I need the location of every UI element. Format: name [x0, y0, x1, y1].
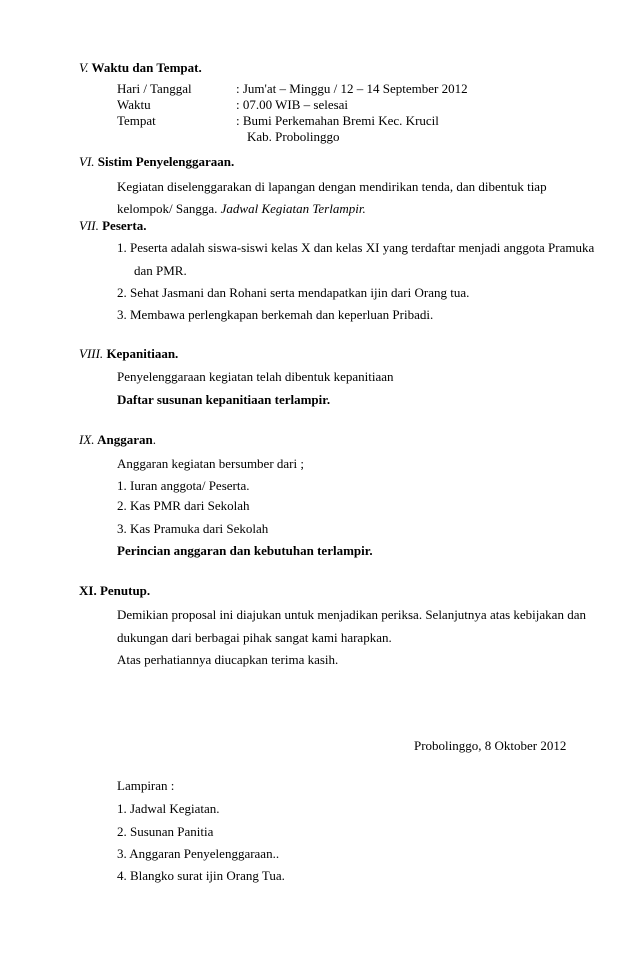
- section-title: Kepanitiaan.: [106, 346, 179, 361]
- attachment-item: 4. Blangko surat ijin Orang Tua.: [117, 868, 285, 883]
- label-hari-tanggal: Hari / Tanggal: [117, 81, 192, 96]
- attachments-label: Lampiran :: [117, 778, 175, 793]
- section-title: Waktu dan Tempat.: [91, 60, 202, 75]
- paragraph-line-bold: Daftar susunan kepanitiaan terlampir.: [117, 392, 331, 407]
- attachment-item: 3. Anggaran Penyelenggaraan..: [117, 846, 280, 861]
- title-period: .: [152, 432, 156, 447]
- text-italic: Jadwal Kegiatan Terlampir.: [220, 201, 366, 216]
- section-title: Sistim Penyelenggaraan.: [97, 154, 235, 169]
- place-date: Probolinggo, 8 Oktober 2012: [414, 738, 567, 753]
- section-number: VII.: [79, 218, 99, 233]
- attachment-item: 2. Susunan Panitia: [117, 824, 214, 839]
- section-title: Anggaran: [97, 432, 153, 447]
- list-item: 1. Peserta adalah siswa-siswi kelas X dan kelas XI yang terdaftar menjadi anggota Pramuka: [117, 240, 595, 255]
- paragraph-line: Atas perhatiannya diucapkan terima kasih.: [117, 652, 339, 667]
- paragraph-line: Demikian proposal ini diajukan untuk menjadikan periksa. Selanjutnya atas kebijakan dan: [117, 607, 586, 622]
- label-tempat: Tempat: [117, 113, 156, 128]
- attachment-item: 1. Jadwal Kegiatan.: [117, 801, 220, 816]
- section-number: VIII.: [79, 346, 104, 361]
- list-item-continuation: dan PMR.: [134, 263, 187, 278]
- paragraph-line: [117, 201, 366, 217]
- section-heading-peserta: [79, 218, 147, 234]
- value-waktu: : 07.00 WIB – selesai: [236, 97, 349, 112]
- section-title: Peserta.: [102, 218, 147, 233]
- section-heading-penutup: XI. Penutup.: [79, 583, 151, 598]
- value-tempat-line2: Kab. Probolinggo: [247, 129, 340, 144]
- value-hari-tanggal: : Jum'at – Minggu / 12 – 14 September 2012: [236, 81, 468, 96]
- paragraph-line-bold: Perincian anggaran dan kebutuhan terlampir.: [117, 543, 373, 558]
- section-heading-sistim: [79, 154, 234, 170]
- section-heading-kepanitiaan: [79, 346, 178, 362]
- section-heading-waktu-tempat: [79, 60, 202, 76]
- section-heading-anggaran: [79, 432, 156, 448]
- list-item: 2. Kas PMR dari Sekolah: [117, 498, 250, 513]
- paragraph-line: dukungan dari berbagai pihak sangat kami harapkan.: [117, 630, 392, 645]
- text-plain: kelompok/ Sangga.: [117, 201, 218, 216]
- paragraph-line: Kegiatan diselenggarakan di lapangan dengan mendirikan tenda, dan dibentuk tiap: [117, 179, 547, 194]
- section-number: V.: [79, 60, 89, 75]
- list-item: 3. Membawa perlengkapan berkemah dan keperluan Pribadi.: [117, 307, 434, 322]
- label-waktu: Waktu: [117, 97, 151, 112]
- section-number: VI.: [79, 154, 95, 169]
- list-item: 1. Iuran anggota/ Peserta.: [117, 478, 250, 493]
- value-tempat: : Bumi Perkemahan Bremi Kec. Krucil: [236, 113, 439, 128]
- list-item: 3. Kas Pramuka dari Sekolah: [117, 521, 269, 536]
- paragraph-line: Anggaran kegiatan bersumber dari ;: [117, 456, 304, 471]
- paragraph-line: Penyelenggaraan kegiatan telah dibentuk kepanitiaan: [117, 369, 394, 384]
- list-item: 2. Sehat Jasmani dan Rohani serta mendapatkan ijin dari Orang tua.: [117, 285, 470, 300]
- section-number: IX.: [79, 432, 95, 447]
